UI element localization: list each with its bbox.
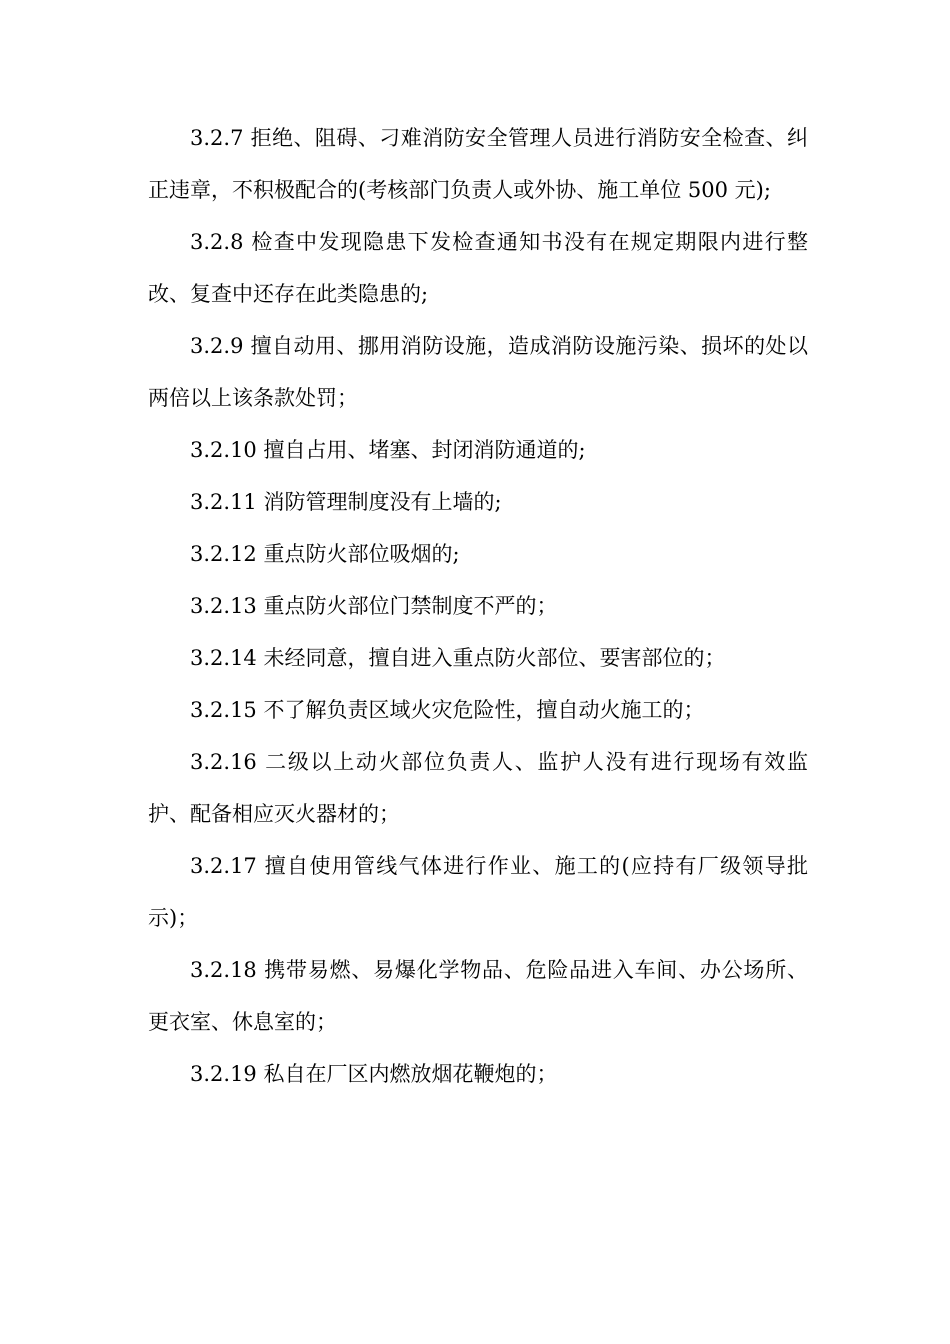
clause-3-2-7: 3.2.7 拒绝、阻碍、刁难消防安全管理人员进行消防安全检查、纠正违章，不积极配合的(考核部门负责人或外协、施工单位 500 元); xyxy=(148,126,808,202)
clause-3-2-16: 3.2.16 二级以上动火部位负责人、监护人没有进行现场有效监护、配备相应灭火器材的； xyxy=(148,750,808,826)
clause-3-2-10: 3.2.10 擅自占用、堵塞、封闭消防通道的; xyxy=(190,438,586,462)
clause-3-2-15: 3.2.15 不了解负责区域火灾危险性，擅自动火施工的； xyxy=(190,698,705,722)
document-body xyxy=(148,112,808,1100)
clause-3-2-18: 3.2.18 携带易燃、易爆化学物品、危险品进入车间、办公场所、更衣室、休息室的； xyxy=(148,958,808,1034)
clause-3-2-12: 3.2.12 重点防火部位吸烟的; xyxy=(190,542,460,566)
clause-3-2-19: 3.2.19 私自在厂区内燃放烟花鞭炮的； xyxy=(190,1062,558,1086)
clause-3-2-9: 3.2.9 擅自动用、挪用消防设施，造成消防设施污染、损坏的处以两倍以上该条款处罚； xyxy=(148,334,808,410)
clause-3-2-14: 3.2.14 未经同意，擅自进入重点防火部位、要害部位的； xyxy=(190,646,726,670)
clause-3-2-13: 3.2.13 重点防火部位门禁制度不严的； xyxy=(190,594,558,618)
clause-3-2-17: 3.2.17 擅自使用管线气体进行作业、施工的(应持有厂级领导批示)； xyxy=(148,854,808,930)
clause-3-2-8: 3.2.8 检查中发现隐患下发检查通知书没有在规定期限内进行整改、复查中还存在此类隐患的; xyxy=(148,230,808,306)
clause-3-2-11: 3.2.11 消防管理制度没有上墙的; xyxy=(190,490,502,514)
